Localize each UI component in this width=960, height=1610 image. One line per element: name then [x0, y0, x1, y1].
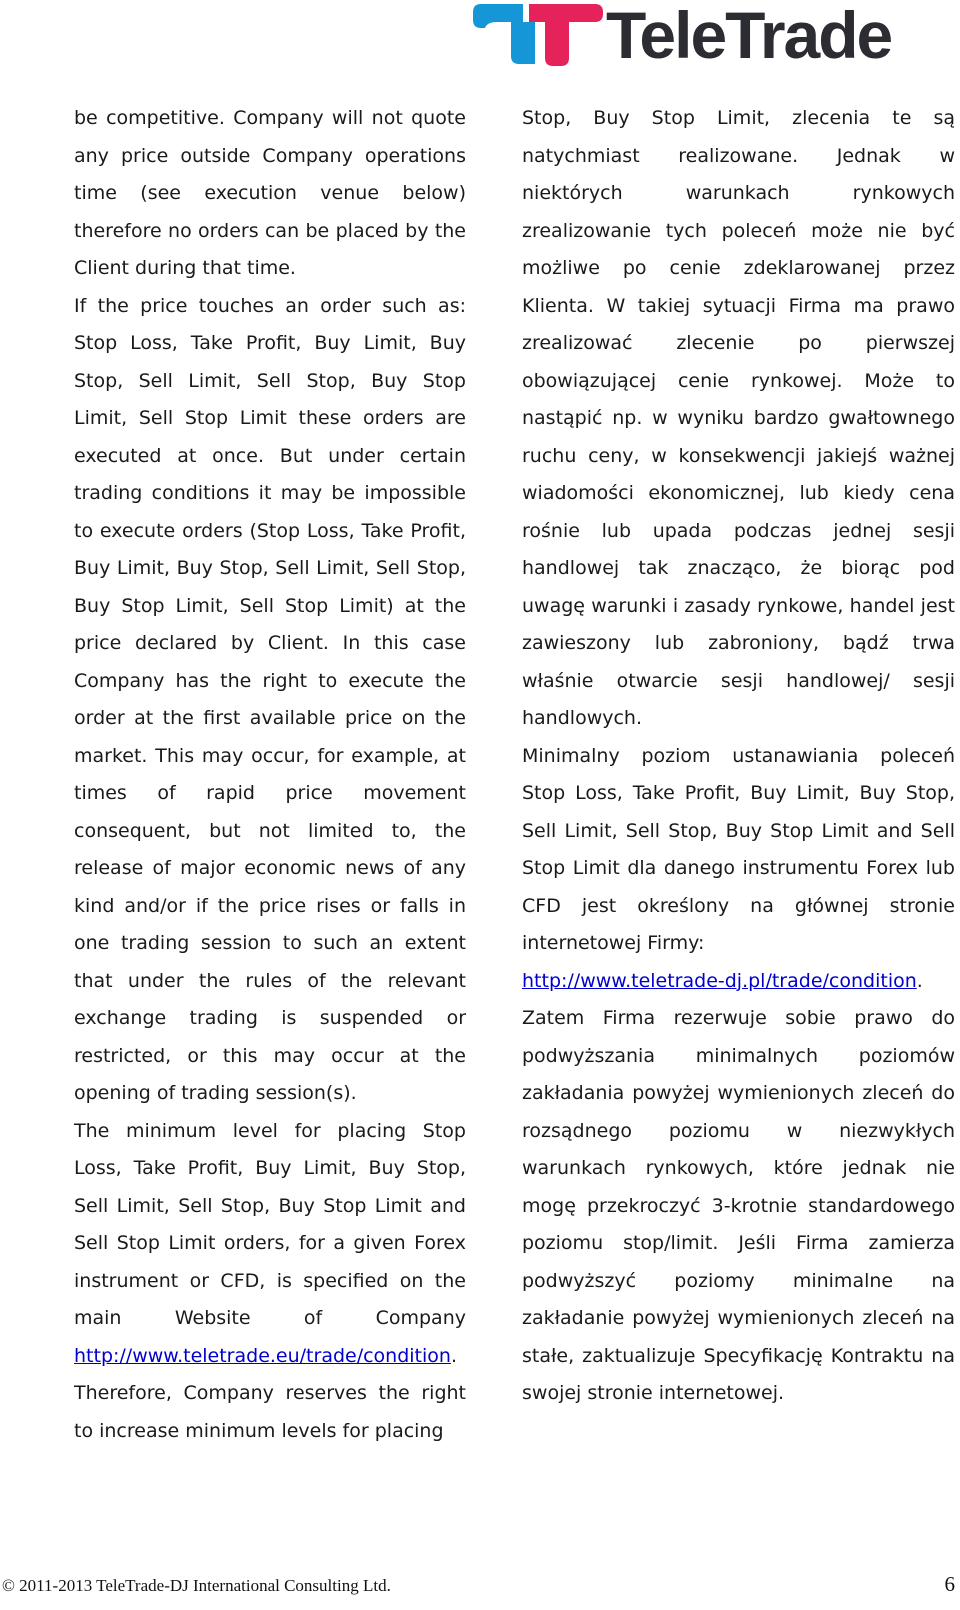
link-suffix: .: [450, 1344, 458, 1367]
condition-link-eu[interactable]: http://www.teletrade.eu/trade/condition: [74, 1344, 451, 1367]
copyright-text: © 2011-2013 TeleTrade-DJ International Consulting Ltd.: [2, 1576, 391, 1595]
right-column-polish: [522, 100, 955, 1413]
paragraph: If the price touches an order such as: Stop Loss, Take Profit, Buy Limit, Buy Stop, Sell Limit, Sell Stop, Buy Stop Limit, Sell Stop Limit these orders are executed at once. But under certain trading conditions it may be impossible to execute orders (Stop Loss, Take Profit, Buy Limit, Buy Stop, Sell Limit, Sell Stop, Buy Stop Limit, Sell Stop Limit) at the price declared by Client. In this case Company has the right to execute the order at the first available price on the market. This may occur, for example, at times of rapid price movement consequent, but not limited to, the release of major economic news of any kind and/or if the price rises or falls in one trading session to such an extent that under the rules of the relevant exchange trading is suspended or restricted, or this may occur at the opening of trading session(s).: [74, 294, 466, 1104]
logo-wordmark: TeleTrade: [606, 0, 892, 72]
link-suffix: .: [916, 969, 923, 992]
paragraph: Zatem Firma rezerwuje sobie prawo do podwyższania minimalnych poziomów zakładania powyżej wymienionych zleceń do rozsądnego poziomu w niezwykłych warunkach rynkowych, które jednak nie mogę przekroczyć 3-krotnie standardowego poziomu stop/limit. Jeśli Firma zamierza podwyższyć poziomy minimalne na zakładanie powyżej wymienionych zleceń na stałe, zaktualizuje Specyfikację Kontraktu na swojej stronie internetowej.: [522, 1007, 955, 1404]
paragraph: [74, 1113, 466, 1376]
paragraph: Minimalny poziom ustanawiania poleceń Stop Loss, Take Profit, Buy Limit, Buy Stop, Sell Limit, Sell Stop, Buy Stop Limit and Sell Stop Limit dla danego instrumentu Forex lub CFD jest określony na głównej stronie internetowej Firmy:: [522, 744, 955, 954]
condition-link-pl[interactable]: http://www.teletrade-dj.pl/trade/condition: [522, 969, 917, 992]
teletrade-mark-icon: [473, 4, 603, 66]
paragraph: [522, 963, 955, 1001]
left-column-english: [74, 100, 466, 1450]
page-number: 6: [944, 1572, 955, 1596]
teletrade-logo: [473, 0, 935, 72]
paragraph: Stop, Buy Stop Limit, zlecenia te są natychmiast realizowane. Jednak w niektórych warunkach rynkowych zrealizowanie tych poleceń może nie być możliwe po cenie zdeklarowanej przez Klienta. W takiej sytuacji Firma ma prawo zrealizować zlecenie po pierwszej obowiązującej cenie rynkowej. Może to nastąpić np. w wyniku bardzo gwałtownego ruchu ceny, w konsekwencji jakiejś ważnej wiadomości ekonomicznej, lub kiedy cena rośnie lub upada podczas jednej sesji handlowej tak znacząco, że biorąc pod uwagę warunki i zasady rynkowe, handel jest zawieszony lub zabroniony, bądź trwa właśnie otwarcie sesji handlowej/ sesji handlowych.: [522, 107, 955, 729]
paragraph: be competitive. Company will not quote any price outside Company operations time (see execution venue below) therefore no orders can be placed by the Client during that time.: [74, 107, 466, 279]
paragraph: Therefore, Company reserves the right to increase minimum levels for placing: [74, 1382, 466, 1442]
paragraph-text: The minimum level for placing Stop Loss, Take Profit, Buy Limit, Buy Stop, Sell Limit, Sell Stop, Buy Stop Limit and Sell Stop Limit orders, for a given Forex instrument or CFD, is specified on the main Website of Company: [74, 1119, 466, 1329]
